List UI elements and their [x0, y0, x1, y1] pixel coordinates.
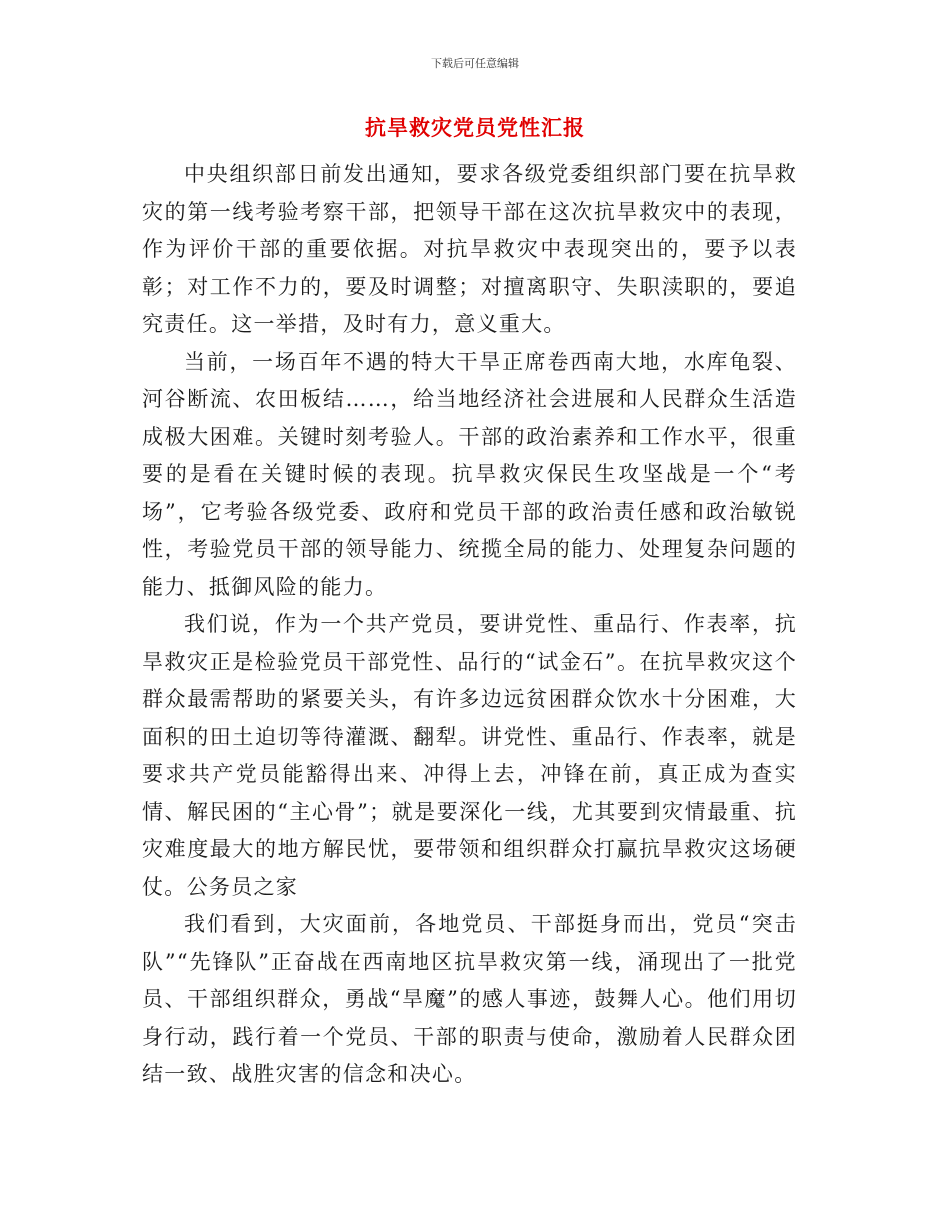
header-note: 下载后可任意编辑 [431, 57, 519, 70]
paragraph-3: 我们说，作为一个共产党员，要讲党性、重品行、作表率，抗旱救灾正是检验党员干部党性、品行的“试金石”。在抗旱救灾这个群众最需帮助的紧要关头，有许多边远贫困群众饮水十分困难，大面积的田土迫切等待灌溉、翻犁。讲党性、重品行、作表率，就是要求共产党员能豁得出来、冲得上去，冲锋在前，真正成为查实情、解民困的“主心骨”；就是要深化一线，尤其要到灾情最重、抗灾难度最大的地方解民忧，要带领和组织群众打赢抗旱救灾这场硬仗。公务员之家 [142, 612, 797, 899]
document-body [142, 156, 797, 1094]
document-title: 抗旱救灾党员党性汇报 [365, 115, 585, 140]
paragraph-2: 当前，一场百年不遇的特大干旱正席卷西南大地，水库龟裂、河谷断流、农田板结……，给当地经济社会进展和人民群众生活造成极大困难。关键时刻考验人。干部的政治素养和工作水平，很重要的是看在关键时候的表现。抗旱救灾保民生攻坚战是一个“考场”，它考验各级党委、政府和党员干部的政治责任感和政治敏锐性，考验党员干部的领导能力、统揽全局的能力、处理复杂问题的能力、抵御风险的能力。 [142, 349, 797, 599]
paragraph-1: 中央组织部日前发出通知，要求各级党委组织部门要在抗旱救灾的第一线考验考察干部，把领导干部在这次抗旱救灾中的表现，作为评价干部的重要依据。对抗旱救灾中表现突出的，要予以表彰；对工作不力的，要及时调整；对擅离职守、失职渎职的，要追究责任。这一举措，及时有力，意义重大。 [142, 162, 797, 336]
paragraph-4: 我们看到，大灾面前，各地党员、干部挺身而出，党员“突击队”“先锋队”正奋战在西南地区抗旱救灾第一线，涌现出了一批党员、干部组织群众，勇战“旱魔”的感人事迹，鼓舞人心。他们用切身行动，践行着一个党员、干部的职责与使命，激励着人民群众团结一致、战胜灾害的信念和决心。 [142, 912, 797, 1086]
